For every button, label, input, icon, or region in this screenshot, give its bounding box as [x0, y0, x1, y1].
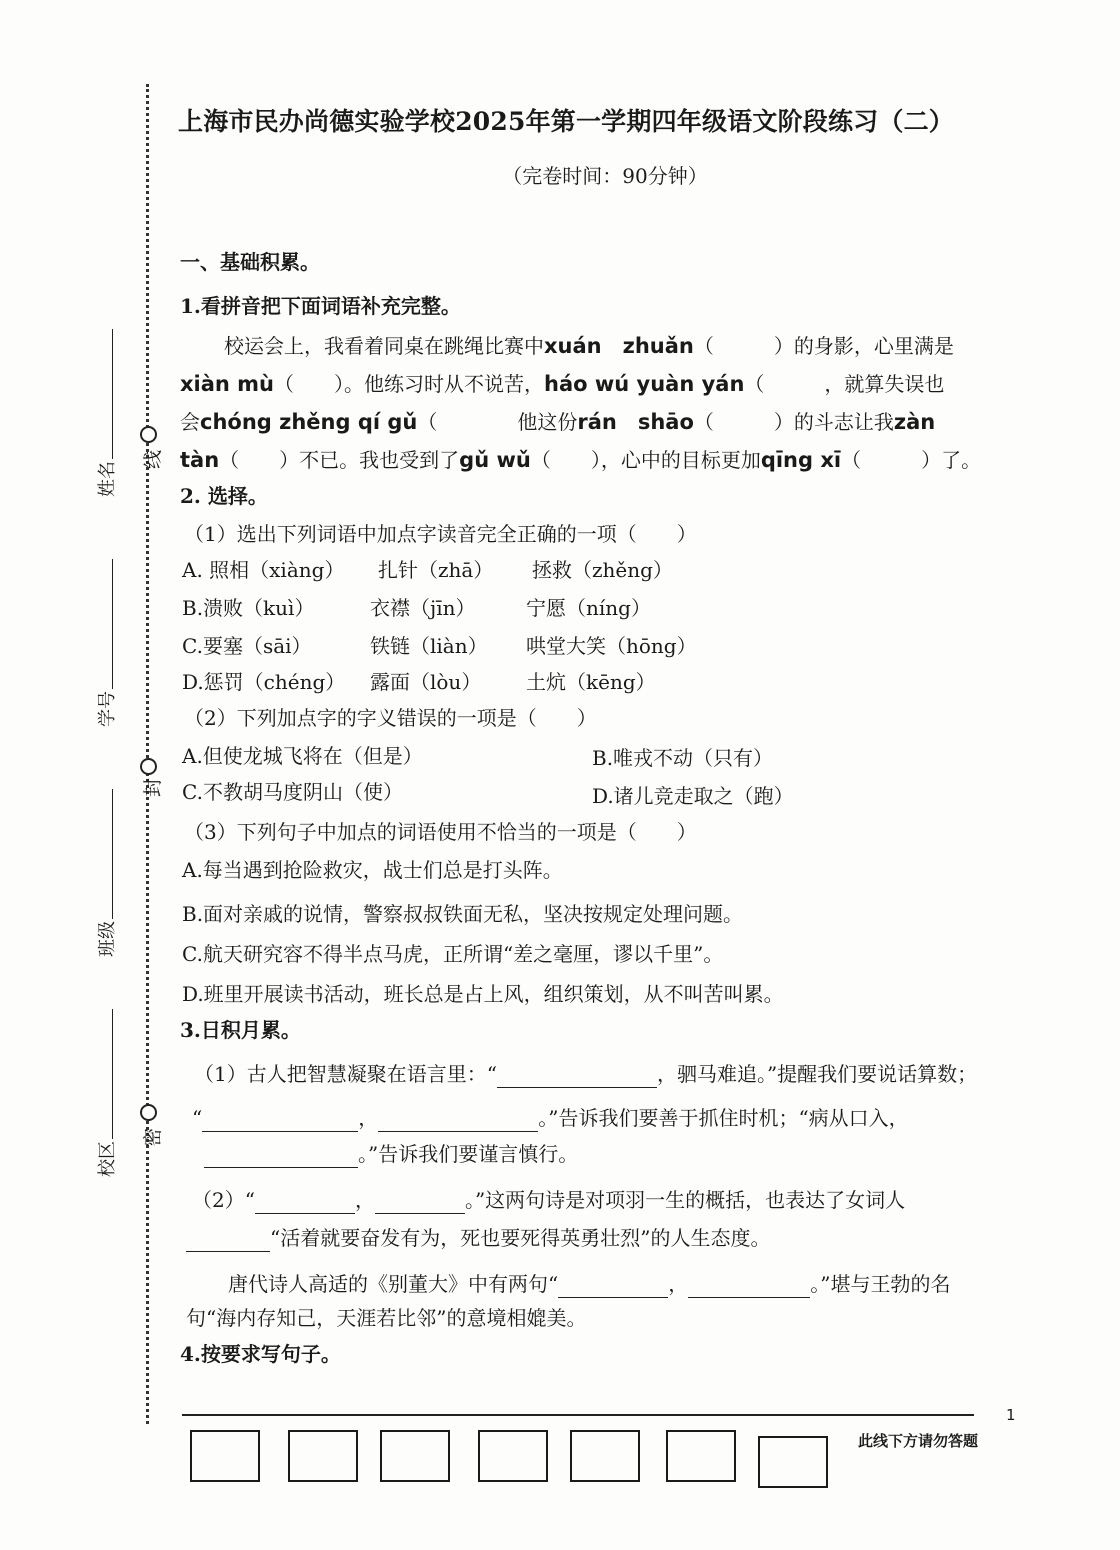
- score-box[interactable]: [380, 1430, 450, 1482]
- pinyin: gǔ wǔ: [459, 448, 531, 472]
- seal-char-feng: 封: [142, 777, 165, 798]
- student-number-field[interactable]: [93, 559, 119, 727]
- binding-circle-top: [140, 426, 157, 443]
- score-box[interactable]: [666, 1430, 736, 1482]
- q2-option-d-3: 土炕（kēng）: [526, 670, 656, 694]
- binding-circle-mid: [140, 758, 157, 775]
- q2-sub1-prompt[interactable]: （1）选出下列词语中加点字读音完全正确的一项（ ）: [184, 522, 697, 546]
- student-number-label: 学号: [97, 691, 118, 727]
- q1-text: 会: [180, 410, 200, 434]
- pinyin: háo wú yuàn yán: [544, 372, 745, 396]
- score-box[interactable]: [478, 1430, 548, 1482]
- pinyin: xiàn mù: [180, 372, 275, 396]
- q3-text: ，驷马难追。”提醒我们要说话算数；: [656, 1062, 978, 1086]
- q2-heading: 2. 选择。: [180, 484, 268, 508]
- answer-blank[interactable]: [255, 1191, 355, 1214]
- q2-sub3-option-c[interactable]: C.航天研究容不得半点马虎，正所谓“差之毫厘，谬以千里”。: [182, 942, 724, 966]
- answer-blank[interactable]: [378, 1109, 538, 1132]
- q3-text: ，: [358, 1106, 379, 1130]
- answer-blank[interactable]: [688, 1275, 810, 1298]
- seal-char-mi: 密: [142, 1127, 165, 1148]
- q3-text: 。”告诉我们要谨言慎行。: [358, 1142, 579, 1166]
- campus-label: 校区: [97, 1141, 118, 1177]
- q1-line-1: [224, 332, 954, 360]
- q1-blank-text[interactable]: （ ），心中的目标更加: [530, 448, 761, 472]
- answer-blank[interactable]: [204, 1145, 358, 1168]
- q2-option-c-3: 哄堂大笑（hōng）: [526, 634, 697, 658]
- q3-text: “活着就要奋发有为，死也要死得英勇壮烈”的人生态度。: [270, 1226, 771, 1250]
- q2-sub3-option-a[interactable]: A.每当遇到抢险救灾，战士们总是打头阵。: [182, 858, 563, 882]
- binding-circle-bottom: [140, 1104, 157, 1121]
- class-underline: [112, 789, 113, 919]
- q2-sub2-option-c[interactable]: C.不教胡马度阴山（使）: [182, 780, 403, 804]
- q3-line-3: [204, 1140, 578, 1168]
- answer-blank[interactable]: [558, 1275, 668, 1298]
- q2-option-d-1[interactable]: D.惩罚（chéng）: [182, 670, 346, 694]
- pinyin: chóng zhěng qí gǔ: [200, 410, 418, 434]
- q2-option-b-2: 衣襟（jīn）: [370, 596, 476, 620]
- q1-line-4: [180, 446, 981, 474]
- name-underline: [112, 329, 113, 459]
- no-answer-line: [182, 1414, 974, 1416]
- q2-sub3-option-b[interactable]: B.面对亲戚的说情，警察叔叔铁面无私，坚决按规定处理问题。: [182, 902, 744, 926]
- no-answer-note: 此线下方请勿答题: [858, 1432, 979, 1450]
- score-box[interactable]: [190, 1430, 260, 1482]
- q2-sub3-option-d[interactable]: D.班里开展读书活动，班长总是占上风，组织策划，从不叫苦叫累。: [182, 982, 784, 1006]
- q3-line-6: [228, 1270, 950, 1298]
- q2-sub2-prompt[interactable]: （2）下列加点字的字义错误的一项是（ ）: [184, 706, 597, 730]
- answer-blank[interactable]: [202, 1109, 358, 1132]
- q2-sub2-option-b[interactable]: B.唯戎不动（只有）: [592, 746, 774, 770]
- q3-text: （2）“: [192, 1188, 255, 1212]
- q3-text: ，: [354, 1188, 375, 1212]
- answer-blank[interactable]: [186, 1229, 270, 1252]
- q1-text: 校运会上，我看着同桌在跳绳比赛中: [224, 334, 544, 358]
- q4-heading: 4.按要求写句子。: [180, 1342, 341, 1366]
- class-field[interactable]: [93, 789, 119, 957]
- seal-char-xian: 线: [142, 449, 165, 470]
- q1-blank-text[interactable]: （ ）了。: [841, 448, 982, 472]
- q3-line-7: 句“海内存知己，天涯若比邻”的意境相媲美。: [186, 1306, 587, 1330]
- section-heading: 一、基础积累。: [180, 250, 320, 274]
- name-label: 姓名: [97, 461, 118, 497]
- score-box[interactable]: [570, 1430, 640, 1482]
- q2-option-b-1[interactable]: B.溃败（kuì）: [182, 596, 315, 620]
- q1-blank-text[interactable]: （ ）的身影，心里满是: [693, 334, 954, 358]
- campus-underline: [112, 1009, 113, 1139]
- q3-text: ，: [668, 1272, 689, 1296]
- q2-option-a-3: 拯救（zhěng）: [532, 558, 673, 582]
- q3-line-5: [186, 1224, 770, 1252]
- binding-dotted-line: [146, 84, 149, 1424]
- score-box[interactable]: [758, 1436, 828, 1488]
- q2-option-c-2: 铁链（liàn）: [370, 634, 488, 658]
- class-label: 班级: [97, 921, 118, 957]
- score-box[interactable]: [288, 1430, 358, 1482]
- q1-blank-text[interactable]: （ 他这份: [417, 410, 578, 434]
- q2-option-c-1[interactable]: C.要塞（sāi）: [182, 634, 312, 658]
- q2-sub3-prompt[interactable]: （3）下列句子中加点的词语使用不恰当的一项是（ ）: [184, 820, 697, 844]
- q3-text: 。”堪与王勃的名: [810, 1272, 951, 1296]
- q3-text: （1）古人把智慧凝聚在语言里：“: [194, 1062, 497, 1086]
- q1-blank-text[interactable]: （ ，就算失误也: [744, 372, 945, 396]
- page-number: 1: [1006, 1406, 1016, 1424]
- student-number-underline: [112, 559, 113, 689]
- pinyin: zàn: [893, 410, 936, 434]
- pinyin: qīng xī: [760, 448, 842, 472]
- q3-text: 。”告诉我们要善于抓住时机；“病从口入，: [538, 1106, 909, 1130]
- exam-duration: （完卷时间：90分钟）: [502, 164, 708, 188]
- q1-blank-text[interactable]: （ ）不已。我也受到了: [219, 448, 460, 472]
- q3-line-1: [194, 1060, 977, 1088]
- q3-line-4: [192, 1186, 905, 1214]
- q2-option-a-2: 扎针（zhā）: [378, 558, 494, 582]
- exam-title: 上海市民办尚德实验学校2025年第一学期四年级语文阶段练习（二）: [178, 107, 954, 136]
- q1-line-3: [180, 408, 935, 436]
- q1-blank-text[interactable]: （ ）。他练习时从不说苦，: [274, 372, 545, 396]
- q3-text: 。”这两句诗是对项羽一生的概括，也表达了女词人: [464, 1188, 906, 1212]
- q1-line-2: [180, 370, 944, 398]
- name-field[interactable]: [93, 329, 119, 497]
- q3-text: “: [192, 1106, 203, 1130]
- q1-heading: 1.看拼音把下面词语补充完整。: [180, 294, 461, 318]
- q1-blank-text[interactable]: （ ）的斗志让我: [693, 410, 894, 434]
- q2-sub2-option-d[interactable]: D.诸儿竞走取之（跑）: [592, 784, 794, 808]
- q2-option-d-2: 露面（lòu）: [370, 670, 482, 694]
- pinyin: rán shāo: [577, 410, 694, 434]
- pinyin: tàn: [180, 448, 220, 472]
- campus-field[interactable]: [93, 1009, 119, 1177]
- q3-heading: 3.日积月累。: [180, 1018, 301, 1042]
- q2-option-a-1[interactable]: A. 照相（xiàng）: [182, 558, 345, 582]
- answer-blank[interactable]: [497, 1065, 657, 1088]
- q3-line-2: [192, 1104, 909, 1132]
- answer-blank[interactable]: [375, 1191, 465, 1214]
- q2-sub2-option-a[interactable]: A.但使龙城飞将在（但是）: [182, 744, 423, 768]
- pinyin: xuán zhuǎn: [544, 334, 694, 358]
- q2-option-b-3: 宁愿（níng）: [526, 596, 651, 620]
- q3-text: 唐代诗人高适的《别董大》中有两句“: [228, 1272, 559, 1296]
